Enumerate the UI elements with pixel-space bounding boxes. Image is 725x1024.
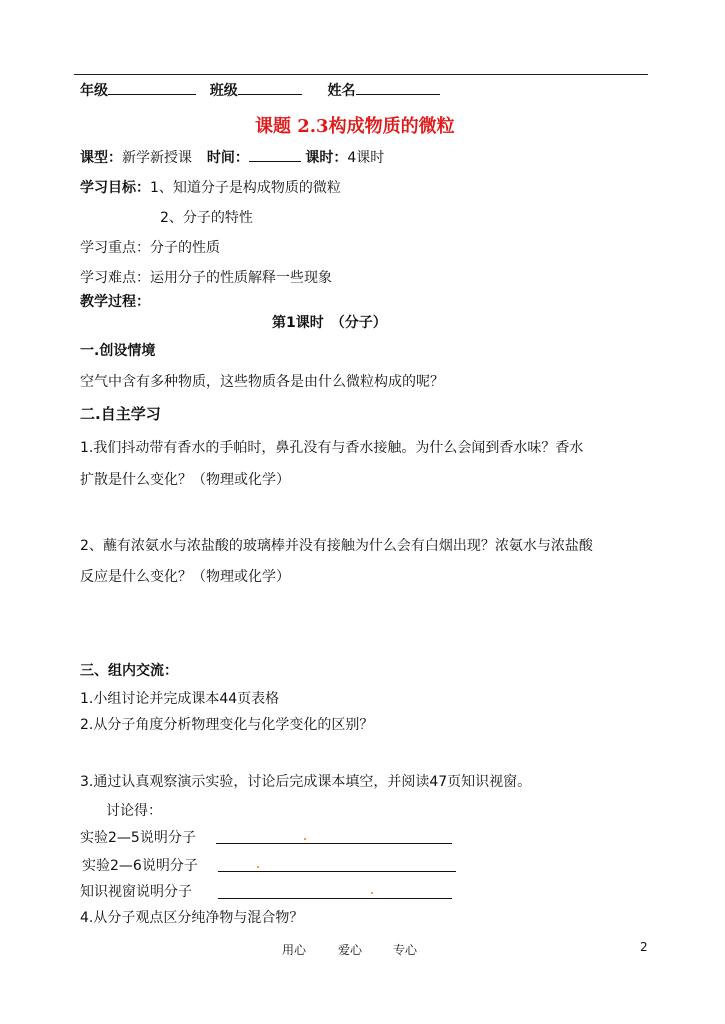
section2-heading: 二.自主学习 <box>80 405 161 423</box>
header-rule <box>74 74 648 75</box>
exp1-label: 实验2—5说明分子 <box>80 830 196 846</box>
section1-heading: 一.创设情境 <box>80 343 156 359</box>
goal-item-2: 2、分子的特性 <box>160 210 253 226</box>
time-label: 时间： <box>206 150 249 166</box>
section3-item1: 1.小组讨论并完成课本44页表格 <box>80 691 280 707</box>
class-blank[interactable] <box>238 80 302 95</box>
grade-label: 年级 <box>80 83 108 99</box>
exp1-mark <box>304 838 306 840</box>
class-label: 班级 <box>209 83 238 99</box>
section3-item2: 2.从分子角度分析物理变化与化学变化的区别？ <box>80 717 374 733</box>
section3-item3: 3.通过认真观察演示实验，讨论后完成课本填空，并阅读47页知识视窗。 <box>80 774 532 790</box>
goal-item-1: 1、知道分子是构成物质的微粒 <box>150 180 341 196</box>
name-blank[interactable] <box>356 80 440 95</box>
section3-item4: 4.从分子观点区分纯净物与混合物？ <box>80 910 304 926</box>
hours-value: 4课时 <box>347 150 385 166</box>
q2-line1: 2、蘸有浓氨水与浓盐酸的玻璃棒并没有接触为什么会有白烟出现？浓氨水与浓盐酸 <box>80 538 593 554</box>
lesson-title: 课题 2.3构成物质的微粒 <box>255 116 455 137</box>
name-label: 姓名 <box>327 83 356 99</box>
type-label: 课型： <box>80 150 122 166</box>
footer-word-2: 爱心 <box>338 943 363 957</box>
window-blank[interactable] <box>218 898 452 899</box>
q1-line1: 1.我们抖动带有香水的手帕时，鼻孔没有与香水接触。为什么会闻到香水味？香水 <box>80 440 584 456</box>
exp1-blank[interactable] <box>216 843 452 844</box>
q2-line2: 反应是什么变化？（物理或化学） <box>80 569 290 585</box>
exp2-mark <box>257 866 259 868</box>
exp2-blank[interactable] <box>218 871 456 872</box>
discuss-label: 讨论得： <box>106 803 162 819</box>
footer-word-3: 专心 <box>393 943 418 957</box>
process-label: 教学过程： <box>80 294 150 310</box>
window-mark <box>371 892 373 894</box>
section1-text: 空气中含有多种物质，这些物质各是由什么微粒构成的呢？ <box>80 374 444 390</box>
section3-heading: 三、组内交流： <box>80 663 178 679</box>
key-point: 学习重点：分子的性质 <box>80 240 220 256</box>
goals-label: 学习目标： <box>80 180 150 196</box>
grade-blank[interactable] <box>108 80 196 95</box>
goals-line <box>80 177 341 197</box>
student-info-line <box>80 80 440 100</box>
footer-word-1: 用心 <box>282 943 307 957</box>
exp2-label: 实验2—6说明分子 <box>82 858 198 874</box>
difficulty: 学习难点：运用分子的性质解释一些现象 <box>80 270 332 286</box>
q1-line2: 扩散是什么变化？（物理或化学） <box>80 472 290 488</box>
page-number: 2 <box>640 940 648 954</box>
time-blank[interactable] <box>249 147 301 162</box>
lesson-heading: 第1课时 （分子） <box>272 315 387 331</box>
window-label: 知识视窗说明分子 <box>80 884 192 900</box>
type-value: 新学新授课 <box>122 150 192 166</box>
meta-line <box>80 147 384 167</box>
hours-label: 课时： <box>305 150 348 166</box>
